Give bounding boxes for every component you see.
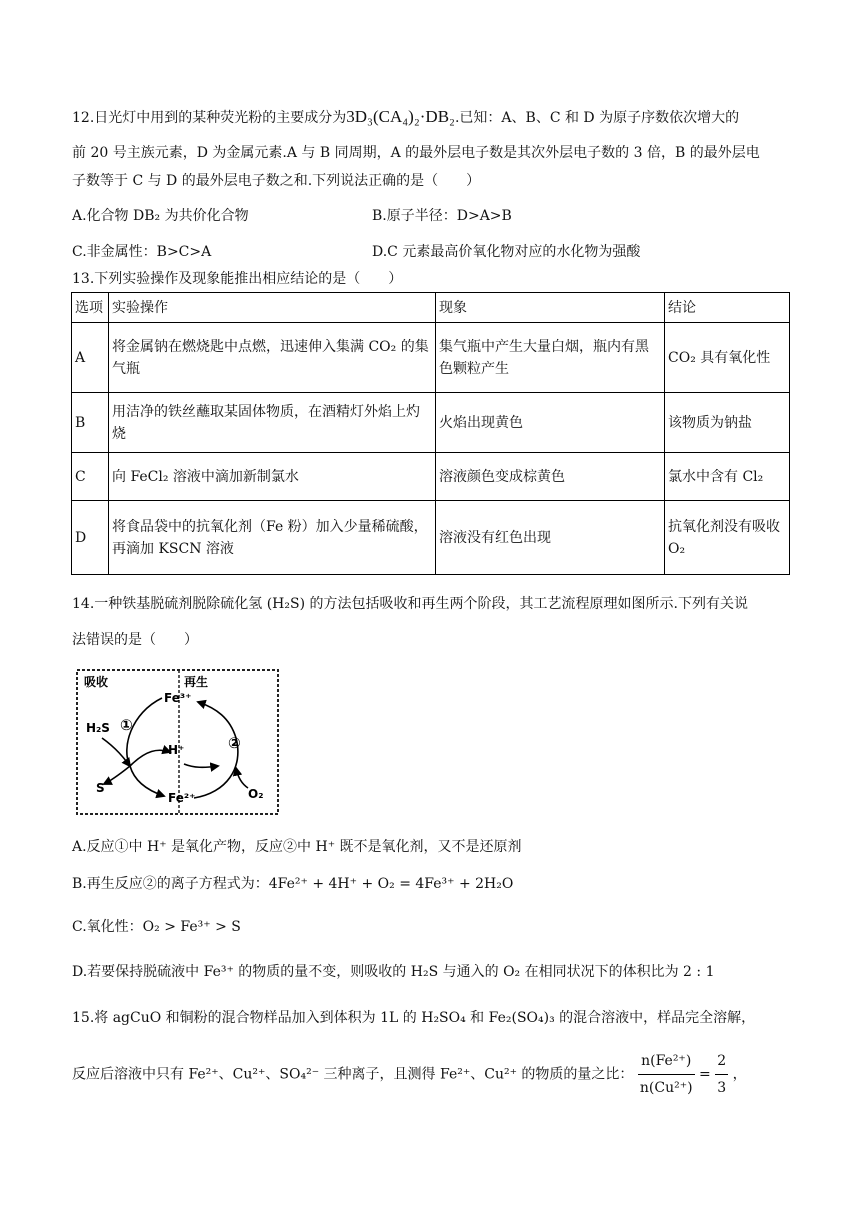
step-1-marker: ①: [120, 716, 133, 734]
row-option: A: [72, 323, 109, 393]
q12-line1: [72, 106, 739, 129]
q15-value-numerator: 2: [715, 1048, 728, 1075]
q14-line1: 14.一种铁基脱硫剂脱除硫化氢 (H₂S) 的方法包括吸收和再生两个阶段，其工艺流程原理如图所示.下列有关说: [72, 596, 748, 612]
row-option: B: [72, 393, 109, 453]
label-s: S: [96, 781, 105, 795]
label-o2: O₂: [248, 787, 264, 801]
arrow-o2-in: [236, 768, 248, 788]
q15-frac-denominator: n(Cu²⁺): [639, 1080, 693, 1096]
row-option: C: [72, 453, 109, 501]
q12-line2: 前 20 号主族元素，D 为金属元素.A 与 B 同周期，A 的最外层电子数是其次外层电子数的 3 倍，B 的最外层电: [72, 145, 760, 161]
q14-option-b: B.再生反应②的离子方程式为：4Fe²⁺ + 4H⁺ + O₂ = 4Fe³⁺ + 2H₂O: [72, 876, 514, 892]
q14-option-c: C.氧化性：O₂ > Fe³⁺ > S: [72, 919, 241, 935]
table-row: [72, 393, 790, 453]
step-2-marker: ②: [228, 734, 241, 752]
row-phenomenon: 火焰出现黄色: [436, 393, 665, 453]
row-conclusion: 抗氧化剂没有吸收 O₂: [665, 501, 790, 575]
q12-formula: 3D₃(CA₄)₂·DB₂: [346, 107, 455, 126]
q15-value-fraction: [715, 1048, 728, 1101]
q14-option-d: D.若要保持脱硫液中 Fe³⁺ 的物质的量不变，则吸收的 H₂S 与通入的 O₂ 在相同状况下的体积比为 2 : 1: [72, 964, 715, 980]
table-row: [72, 323, 790, 393]
q15-line2: [72, 1048, 747, 1101]
q12-stem-b: .已知：A、B、C 和 D 为原子序数依次增大的: [454, 110, 740, 126]
arrow-h-in: [184, 764, 218, 767]
row-operation: 将食品袋中的抗氧化剂（Fe 粉）加入少量稀硫酸，再滴加 KSCN 溶液: [109, 501, 436, 575]
row-operation: 向 FeCl₂ 溶液中滴加新制氯水: [109, 453, 436, 501]
header-phenomenon: 现象: [436, 293, 665, 323]
header-conclusion: 结论: [665, 293, 790, 323]
q13-table: [71, 292, 790, 575]
arrow-h-out: [130, 750, 170, 766]
q15-equals: =: [699, 1066, 711, 1083]
q15-line1: 15.将 agCuO 和铜粉的混合物样品加入到体积为 1L 的 H₂SO₄ 和 Fe₂(SO₄)₃ 的混合溶液中，样品完全溶解，: [72, 1010, 756, 1026]
row-operation: 将金属钠在燃烧匙中点燃，迅速伸入集满 CO₂ 的集气瓶: [109, 323, 436, 393]
q15-value-denominator: 3: [717, 1080, 727, 1096]
q12-line3: 子数等于 C 与 D 的最外层电子数之和.下列说法正确的是（ ）: [72, 173, 481, 189]
row-option: D: [72, 501, 109, 575]
row-conclusion: 氯水中含有 Cl₂: [665, 453, 790, 501]
label-h2s: H₂S: [86, 721, 110, 735]
table-row: [72, 453, 790, 501]
q12-option-b: B.原子半径：D>A>B: [372, 208, 512, 224]
arrow-to-fe2: [130, 766, 164, 796]
q12-option-d: D.C 元素最高价氧化物对应的水化物为强酸: [372, 244, 641, 260]
row-conclusion: CO₂ 具有氧化性: [665, 323, 790, 393]
row-phenomenon: 溶液没有红色出现: [436, 501, 665, 575]
header-operation: 实验操作: [109, 293, 436, 323]
label-h: H⁺: [168, 743, 185, 757]
q15-frac-numerator: n(Fe²⁺): [638, 1048, 695, 1075]
table-header-row: [72, 293, 790, 323]
q15-ratio-fraction: [638, 1048, 695, 1101]
arrow-s-out: [104, 766, 130, 784]
q12-option-a: A.化合物 DB₂ 为共价化合物: [72, 208, 249, 224]
label-fe3: Fe³⁺: [164, 691, 192, 705]
q12-stem-a: 12.日光灯中用到的某种荧光粉的主要成分为: [72, 110, 347, 126]
q14-option-a: A.反应①中 H⁺ 是氧化产物，反应②中 H⁺ 既不是氧化剂，又不是还原剂: [72, 839, 522, 855]
label-fe2: Fe²⁺: [168, 791, 196, 805]
q15-tail: ，: [732, 1066, 747, 1083]
arrow-h2s-in: [102, 738, 130, 766]
q12-option-c: C.非金属性：B>C>A: [72, 244, 212, 260]
q14-line2: 法错误的是（ ）: [72, 632, 198, 648]
row-phenomenon: 集气瓶中产生大量白烟，瓶内有黑色颗粒产生: [436, 323, 665, 393]
row-conclusion: 该物质为钠盐: [665, 393, 790, 453]
row-operation: 用洁净的铁丝蘸取某固体物质，在酒精灯外焰上灼烧: [109, 393, 436, 453]
row-phenomenon: 溶液颜色变成棕黄色: [436, 453, 665, 501]
table-row: [72, 501, 790, 575]
header-option: 选项: [72, 293, 109, 323]
label-absorb: 吸收: [84, 675, 109, 689]
label-regen: 再生: [184, 675, 209, 689]
desulfurization-diagram: [76, 668, 280, 816]
q15-line2-text: 反应后溶液中只有 Fe²⁺、Cu²⁺、SO₄²⁻ 三种离子，且测得 Fe²⁺、Cu²⁺ 的物质的量之比：: [72, 1066, 634, 1083]
q13-stem: 13.下列实验操作及现象能推出相应结论的是（ ）: [72, 271, 403, 287]
